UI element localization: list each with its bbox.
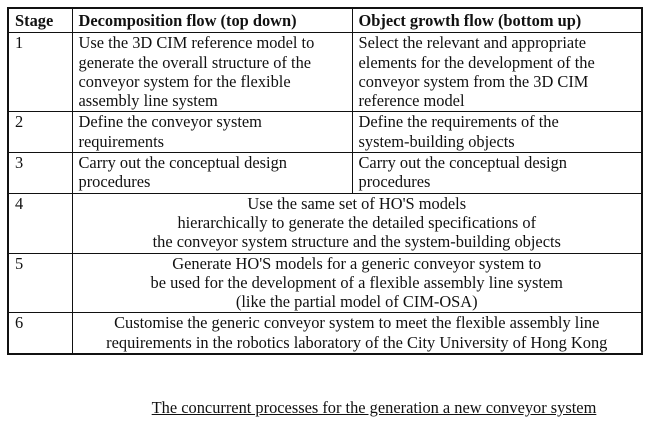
cell-line: Select the relevant and appropriate [358, 33, 587, 53]
cell-line: assembly line system [78, 91, 218, 111]
cell-line: Carry out the conceptual design [358, 153, 567, 173]
cell-line: conveyor system from the 3D CIM [358, 71, 589, 91]
cell-line: generate the overall structure of the [78, 52, 312, 72]
cell-line: procedures [78, 172, 151, 192]
cell-line: Use the 3D CIM reference model to [78, 33, 315, 53]
cell-line: procedures [358, 172, 431, 192]
table-row-stage-4 [8, 193, 642, 253]
header-decomposition-flow: Decomposition flow (top down) [72, 8, 352, 33]
stage-number: 2 [8, 112, 72, 153]
stage-number: 4 [8, 193, 72, 253]
table-row-stage-6 [8, 313, 642, 354]
cell-line: elements for the development of the [358, 52, 595, 72]
process-table [7, 7, 643, 355]
stage-number: 1 [8, 33, 72, 112]
cell-line: requirements in the robotics laboratory of the City University of Hong Kong [106, 332, 608, 352]
table-row-stage-3 [8, 153, 642, 194]
cell-line: the conveyor system structure and the system-building objects [152, 232, 561, 252]
table-row-stage-2 [8, 112, 642, 153]
cell-line: be used for the development of a flexible assembly line system [150, 272, 563, 292]
stage-number: 6 [8, 313, 72, 354]
table-row-stage-5 [8, 253, 642, 313]
cell-line: conveyor system for the flexible [78, 71, 291, 91]
decomposition-cell [72, 112, 352, 153]
object-growth-cell [352, 112, 642, 153]
cell-line: system-building objects [358, 131, 515, 151]
cell-line: Generate HO'S models for a generic conveyor system to [172, 253, 542, 273]
cell-line: reference model [358, 91, 465, 111]
cell-line: Use the same set of HO'S models [247, 193, 467, 213]
merged-cell [72, 253, 642, 313]
cell-line: Customise the generic conveyor system to meet the flexible assembly line [114, 313, 600, 333]
stage-number: 5 [8, 253, 72, 313]
cell-line: Define the conveyor system [78, 112, 262, 132]
header-stage: Stage [8, 8, 72, 33]
header-object-growth-flow: Object growth flow (bottom up) [352, 8, 642, 33]
cell-line: requirements [78, 131, 165, 151]
figure-caption: The concurrent processes for the generation a new conveyor system [151, 398, 597, 417]
merged-cell [72, 313, 642, 354]
object-growth-cell [352, 33, 642, 112]
cell-line: Carry out the conceptual design [78, 153, 287, 173]
cell-line: (like the partial model of CIM-OSA) [235, 292, 478, 312]
decomposition-cell [72, 33, 352, 112]
merged-cell [72, 193, 642, 253]
header-row [8, 8, 642, 33]
table-row-stage-1 [8, 33, 642, 112]
decomposition-cell [72, 153, 352, 194]
stage-number: 3 [8, 153, 72, 194]
cell-line: hierarchically to generate the detailed specifications of [177, 212, 537, 232]
cell-line: Define the requirements of the [358, 112, 559, 132]
object-growth-cell [352, 153, 642, 194]
